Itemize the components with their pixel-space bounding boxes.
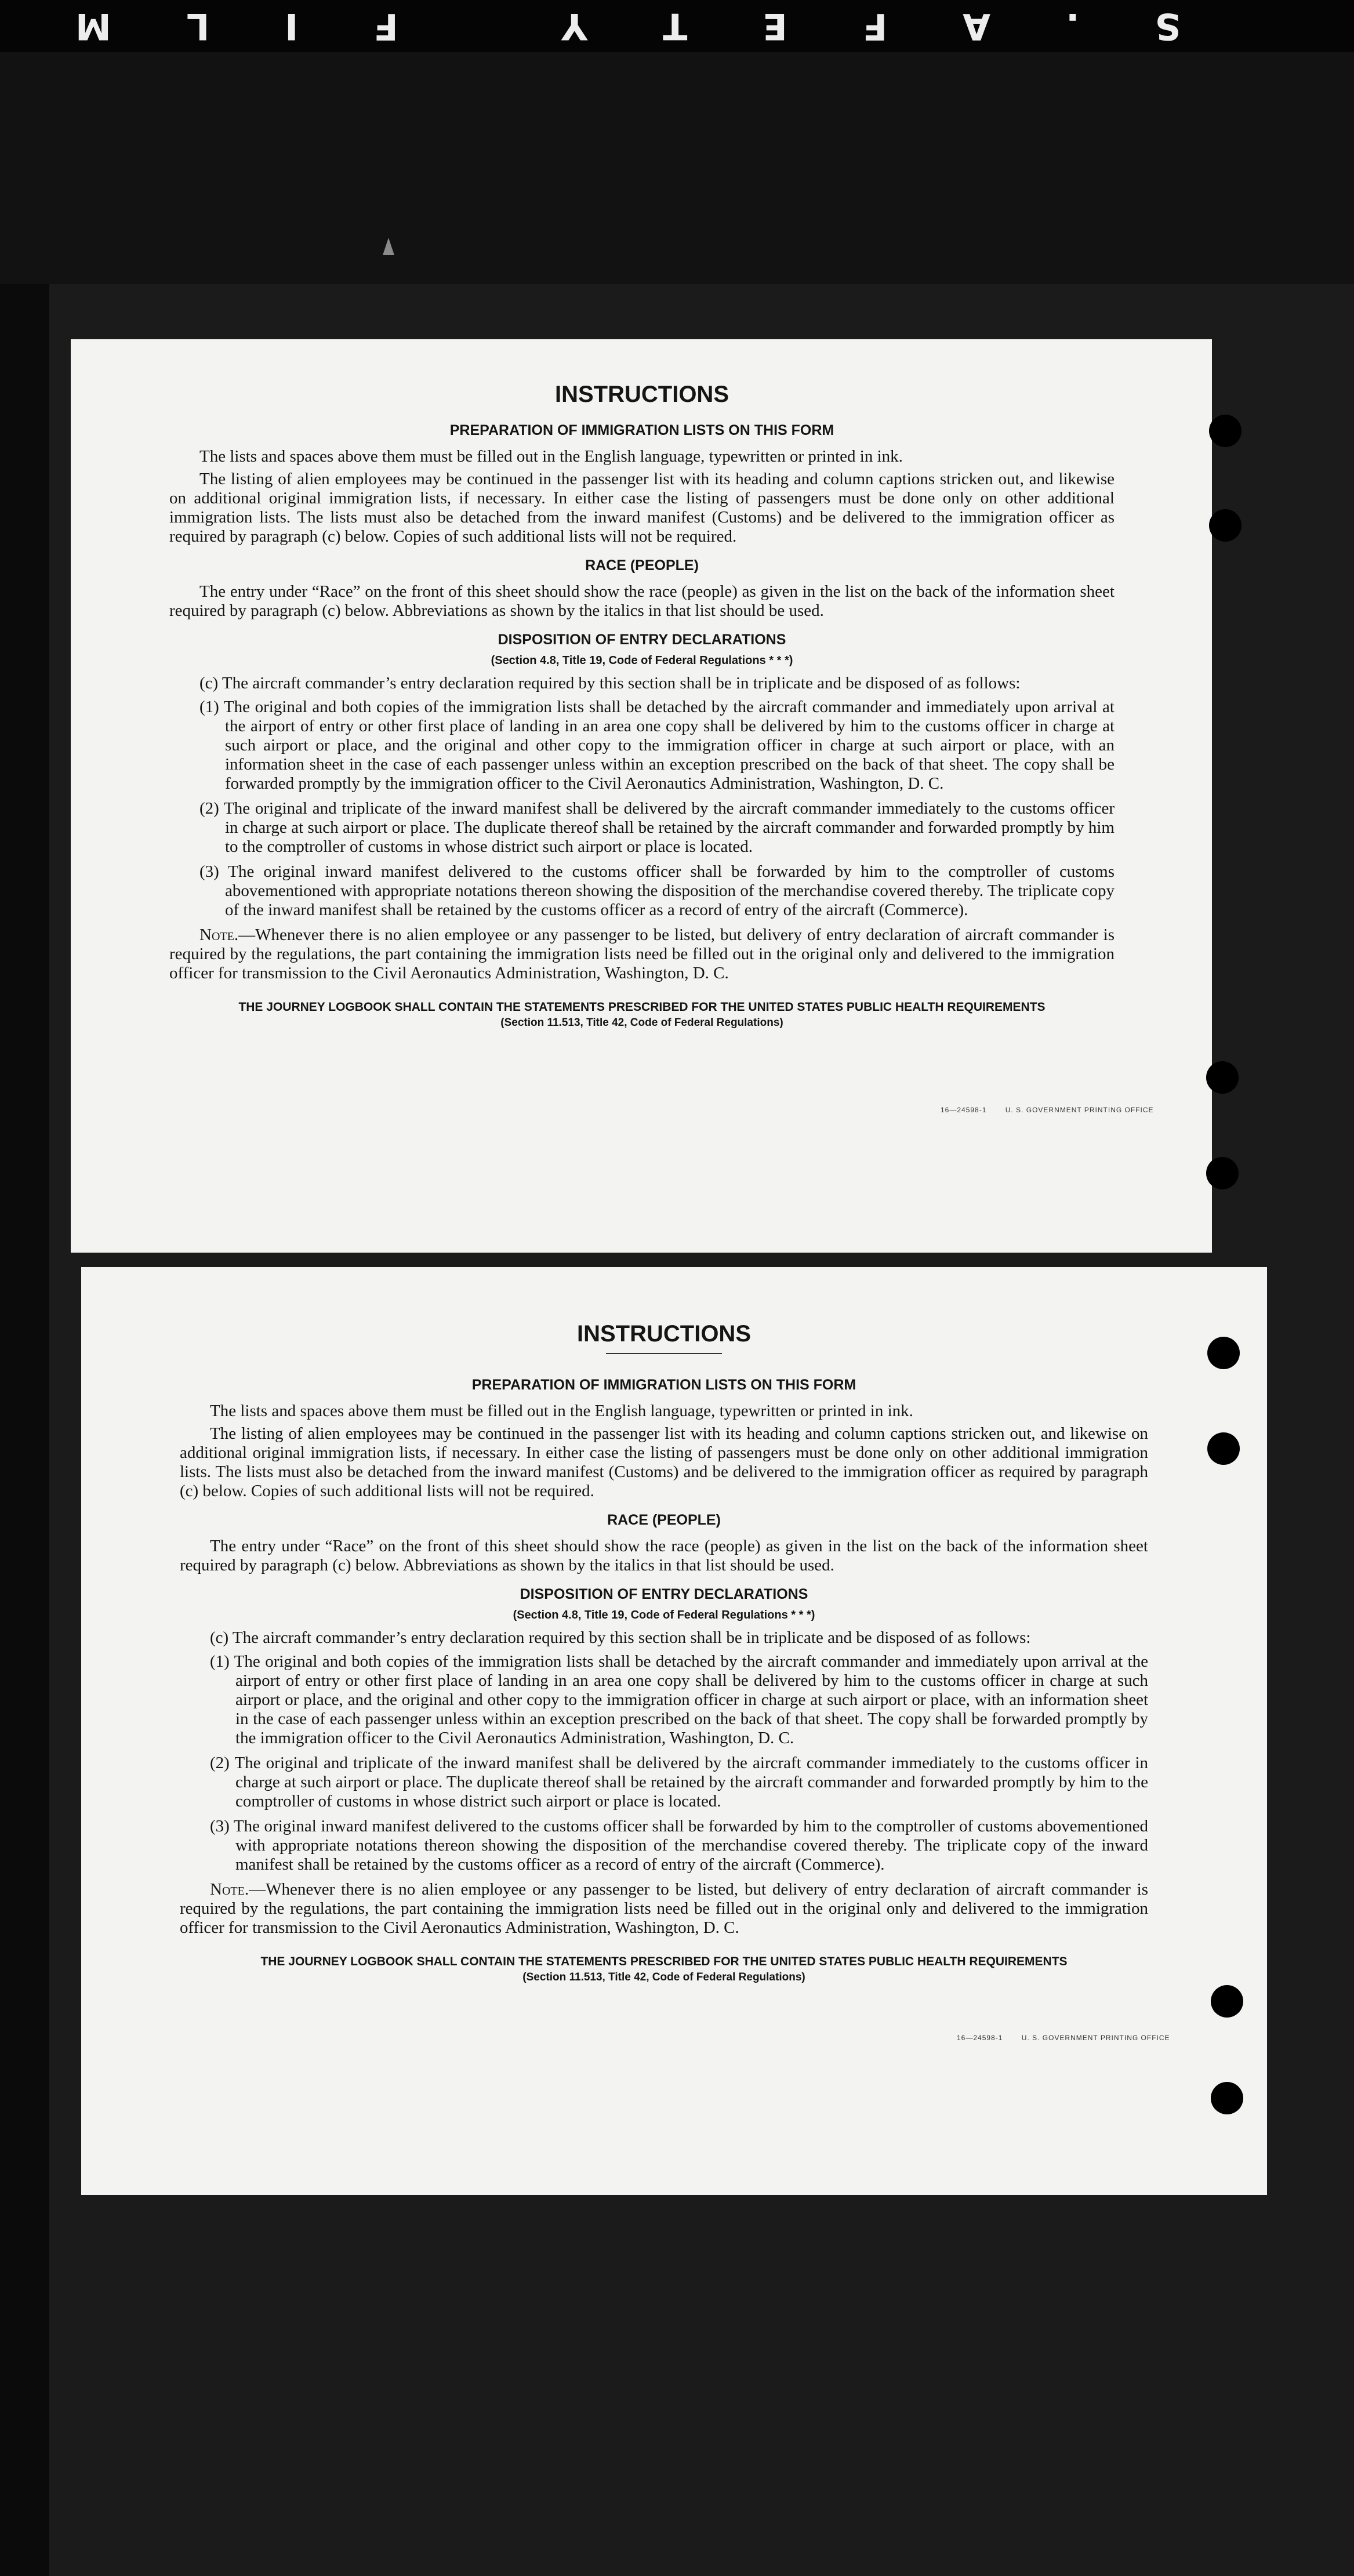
section-reference: (Section 4.8, Title 19, Code of Federal Regulations * * *) xyxy=(513,1609,815,1621)
punch-hole xyxy=(1209,509,1242,542)
note-label: Note. xyxy=(199,926,239,944)
heading-race: RACE (PEOPLE) xyxy=(585,557,699,574)
list-item-3: (3) The original inward manifest delivered to the customs officer shall be forwarded by him to the comptroller of customs abovementioned with appropriate notations thereon showing the disposition of the merchandise covered thereby. The triplicate copy of the inward manifest shall be retained by the customs officer as a record of entry of the aircraft (Commerce). xyxy=(199,862,1115,919)
punch-hole xyxy=(1206,1061,1239,1094)
paragraph-race: The entry under “Race” on the front of this sheet should show the race (people) as given in the list on the back of the information sheet required by paragraph (c) below. Abbreviations as shown by the italics in that list should be used. xyxy=(169,582,1115,620)
paragraph-c: (c) The aircraft commander’s entry declaration required by this section shall be in triplicate and be disposed of as follows: xyxy=(199,674,1021,692)
form-number: 16—24598-1 xyxy=(941,1106,987,1114)
heading-race: RACE (PEOPLE) xyxy=(607,1512,721,1528)
list-item-1: (1) The original and both copies of the immigration lists shall be detached by the aircraft commander and immediately upon arrival at the airport of entry or other first place of landing in an area one copy shall be delivered by him to the customs officer in charge at such airport or place, and the original and other copy to the immigration officer in charge at such airport or place, with an information sheet in the case of each passenger unless within an exception prescribed on the back of that sheet. The copy shall be forwarded promptly by the immigration officer to the Civil Aeronautics Administration, Washington, D. C. xyxy=(199,698,1115,793)
page-title: INSTRUCTIONS xyxy=(577,1321,751,1347)
journey-logbook-statement: THE JOURNEY LOGBOOK SHALL CONTAIN THE STATEMENTS PRESCRIBED FOR THE UNITED STATES PUBLIC HEALTH REQUIREMENTS xyxy=(238,1000,1046,1014)
print-imprint xyxy=(957,2034,1170,2042)
list-item-3: (3) The original inward manifest delivered to the customs officer shall be forwarded by him to the comptroller of customs abovementioned with appropriate notations thereon showing the disposition of the merchandise covered thereby. The triplicate copy of the inward manifest shall be retained by the customs officer as a record of entry of the aircraft (Commerce). xyxy=(210,1817,1148,1874)
journey-section-reference: (Section 11.513, Title 42, Code of Federal Regulations) xyxy=(500,1017,783,1029)
heading-disposition: DISPOSITION OF ENTRY DECLARATIONS xyxy=(498,632,786,648)
note-paragraph xyxy=(180,1880,1148,1938)
heading-disposition: DISPOSITION OF ENTRY DECLARATIONS xyxy=(520,1586,808,1602)
punch-hole xyxy=(1207,1432,1240,1465)
form-number: 16—24598-1 xyxy=(957,2034,1003,2042)
note-paragraph xyxy=(169,926,1115,983)
list-item-2: (2) The original and triplicate of the inward manifest shall be delivered by the aircraft commander immediately to the customs officer in charge at such airport or place. The duplicate thereof shall be retained by the aircraft commander and forwarded promptly by him to the comptroller of customs in whose district such airport or place is located. xyxy=(199,799,1115,856)
punch-hole xyxy=(1207,1337,1240,1369)
punch-hole xyxy=(1206,1157,1239,1189)
note-text: —Whenever there is no alien employee or any passenger to be listed, but delivery of entry declaration of aircraft commander is required by the regulations, the part containing the immigration lists need be filled out in the original only and delivered to the immigration officer for transmission to the Civil Aeronautics Administration, Washington, D. C. xyxy=(169,926,1115,982)
paragraph-c: (c) The aircraft commander’s entry declaration required by this section shall be in triplicate and be disposed of as follows: xyxy=(210,1628,1031,1647)
list-item-1: (1) The original and both copies of the immigration lists shall be detached by the aircraft commander and immediately upon arrival at the airport of entry or other first place of landing in an area one copy shall be delivered by him to the customs officer in charge at such airport or place, and the original and other copy to the immigration officer in charge at such airport or place, with an information sheet in the case of each passenger unless within an exception prescribed on the back of that sheet. The copy shall be forwarded promptly by the immigration officer to the Civil Aeronautics Administration, Washington, D. C. xyxy=(210,1652,1148,1747)
title-underline xyxy=(606,1353,722,1354)
punch-hole xyxy=(1211,2082,1243,2114)
note-label: Note. xyxy=(210,1880,249,1899)
journey-logbook-statement: THE JOURNEY LOGBOOK SHALL CONTAIN THE STATEMENTS PRESCRIBED FOR THE UNITED STATES PUBLIC HEALTH REQUIREMENTS xyxy=(260,1955,1068,1968)
note-text: —Whenever there is no alien employee or any passenger to be listed, but delivery of entry declaration of aircraft commander is required by the regulations, the part containing the immigration lists need be filled out in the original only and delivered to the immigration officer for transmission to the Civil Aeronautics Administration, Washington, D. C. xyxy=(180,1880,1148,1937)
list-item-2: (2) The original and triplicate of the inward manifest shall be delivered by the aircraft commander immediately to the customs officer in charge at such airport or place. The duplicate thereof shall be retained by the aircraft commander and forwarded promptly by him to the comptroller of customs in whose district such airport or place is located. xyxy=(210,1754,1148,1811)
paragraph-alien-employees: The listing of alien employees may be continued in the passenger list with its heading and column captions stricken out, and likewise on additional original immigration lists, if necessary. In either case the listing of passengers must be done only on other additional immigration lists. The lists must also be detached from the inward manifest (Customs) and be delivered to the immigration officer as required by paragraph (c) below. Copies of such additional lists will not be required. xyxy=(180,1424,1148,1500)
punch-hole xyxy=(1211,1985,1243,2018)
page-title: INSTRUCTIONS xyxy=(555,382,729,407)
printer-imprint: U. S. GOVERNMENT PRINTING OFFICE xyxy=(1021,2034,1170,2042)
section-reference: (Section 4.8, Title 19, Code of Federal Regulations * * *) xyxy=(491,654,793,667)
film-leader xyxy=(0,52,1354,284)
heading-preparation: PREPARATION OF IMMIGRATION LISTS ON THIS FORM xyxy=(449,422,834,438)
page-1-content xyxy=(169,380,1115,1031)
paragraph-race: The entry under “Race” on the front of this sheet should show the race (people) as given in the list on the back of the information sheet required by paragraph (c) below. Abbreviations as shown by the italics in that list should be used. xyxy=(180,1537,1148,1574)
document-page-1 xyxy=(71,339,1212,1253)
film-edge-strip xyxy=(0,0,1354,52)
paragraph-lists-language: The lists and spaces above them must be filled out in the English language, typewritten or printed in ink. xyxy=(199,447,903,466)
journey-section-reference: (Section 11.513, Title 42, Code of Federal Regulations) xyxy=(522,1971,805,1983)
paragraph-lists-language: The lists and spaces above them must be filled out in the English language, typewritten or printed in ink. xyxy=(210,1402,913,1420)
paragraph-alien-employees: The listing of alien employees may be continued in the passenger list with its heading and column captions stricken out, and likewise on additional original immigration lists, if necessary. In either case the listing of passengers must be done only on other additional immigration lists. The lists must also be detached from the inward manifest (Customs) and be delivered to the immigration officer as required by paragraph (c) below. Copies of such additional lists will not be required. xyxy=(169,470,1115,546)
page-2-content xyxy=(180,1319,1148,1985)
print-imprint xyxy=(941,1106,1154,1114)
punch-hole xyxy=(1209,415,1242,447)
heading-preparation: PREPARATION OF IMMIGRATION LISTS ON THIS FORM xyxy=(471,1377,856,1393)
printer-imprint: U. S. GOVERNMENT PRINTING OFFICE xyxy=(1005,1106,1154,1114)
film-edge-label: S.AFETY FILM xyxy=(0,5,1181,48)
document-page-2 xyxy=(81,1267,1267,2195)
